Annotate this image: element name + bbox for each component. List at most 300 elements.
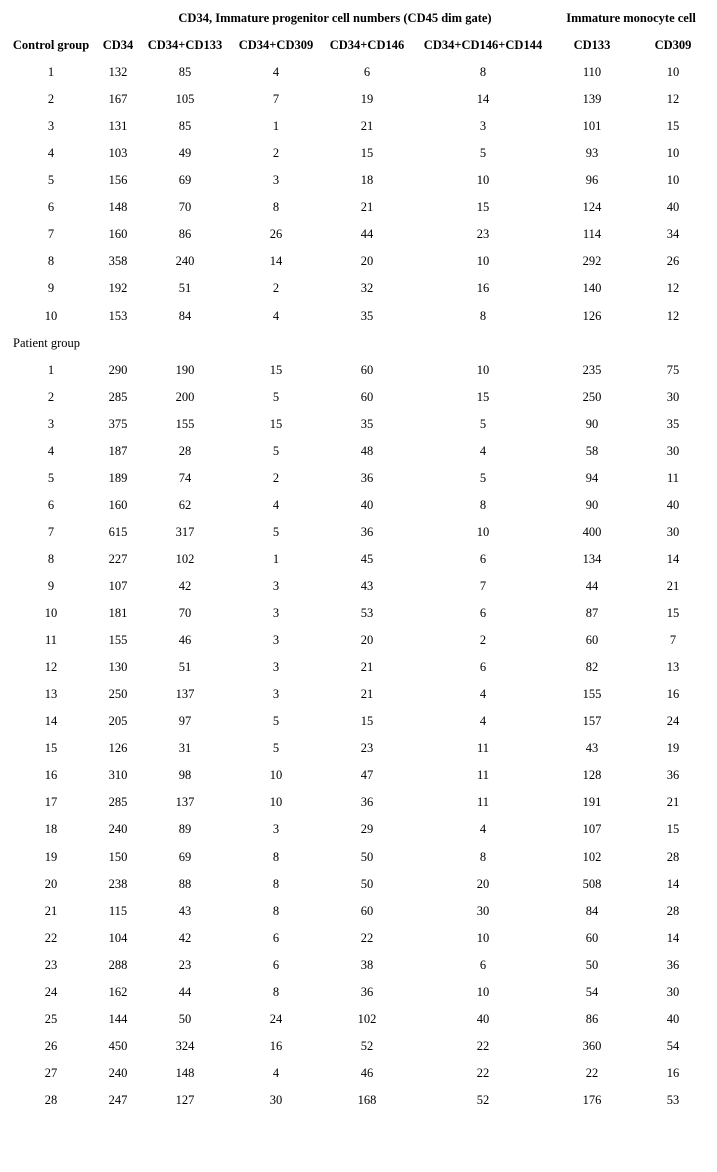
cd34-value: 290 bbox=[108, 362, 128, 377]
cd34-cd146-cd144-value: 6 bbox=[479, 606, 487, 621]
cd34-cd133-value: 317 bbox=[175, 524, 195, 539]
cd34-value: 187 bbox=[108, 443, 128, 458]
row-number: 21 bbox=[44, 903, 58, 918]
row-number: 27 bbox=[44, 1065, 58, 1080]
cd34-cd133-value: 28 bbox=[178, 443, 192, 458]
cd309-value: 28 bbox=[666, 849, 680, 864]
cd133-value: 360 bbox=[582, 1038, 602, 1053]
cd34-cd309-value: 14 bbox=[269, 254, 283, 269]
cd34-value: 450 bbox=[108, 1038, 128, 1053]
cd34-cd309-value: 7 bbox=[272, 92, 280, 107]
cd34-cd133-value: 51 bbox=[178, 660, 192, 675]
cd34-value: 375 bbox=[108, 416, 128, 431]
cd34-value: 107 bbox=[108, 579, 128, 593]
cd133-value: 126 bbox=[582, 308, 602, 323]
table-row bbox=[0, 630, 717, 650]
cd34-value: 310 bbox=[108, 768, 128, 783]
cd34-cd309-value: 30 bbox=[269, 1092, 283, 1107]
cd34-cd146-cd144-value: 16 bbox=[476, 281, 490, 296]
cd309-value: 30 bbox=[666, 524, 680, 539]
row-number: 11 bbox=[44, 633, 58, 648]
cd34-cd146-value: 46 bbox=[360, 1065, 374, 1080]
cd34-cd133-value: 88 bbox=[178, 876, 192, 891]
cd133-value: 82 bbox=[585, 660, 599, 675]
cd34-cd146-value: 47 bbox=[360, 768, 374, 783]
cd34-cd309-value: 16 bbox=[269, 1038, 283, 1053]
cd133-value: 58 bbox=[585, 443, 599, 458]
cd34-value: 205 bbox=[108, 714, 128, 729]
cd133-value: 87 bbox=[585, 606, 599, 621]
cd34-value: 285 bbox=[108, 795, 128, 810]
table-row bbox=[0, 170, 717, 190]
table-row bbox=[0, 387, 717, 407]
cd34-cd133-value: 31 bbox=[178, 741, 192, 756]
cd34-value: 181 bbox=[108, 606, 128, 621]
cd309-value: 13 bbox=[666, 660, 680, 675]
cd34-cd309-value: 2 bbox=[272, 281, 280, 296]
cd34-cd309-value: 8 bbox=[272, 984, 280, 999]
cd34-cd133-value: 200 bbox=[175, 389, 195, 404]
cd34-cd146-value: 48 bbox=[360, 443, 374, 458]
row-number: 10 bbox=[44, 308, 58, 323]
cd34-cd146-value: 40 bbox=[360, 497, 374, 512]
table-row bbox=[0, 928, 717, 948]
table-row bbox=[0, 414, 717, 434]
cd133-value: 155 bbox=[582, 687, 602, 702]
table-row bbox=[0, 792, 717, 812]
cd34-cd309-value: 6 bbox=[272, 930, 280, 945]
table-row bbox=[0, 901, 717, 921]
cd133-value: 101 bbox=[582, 119, 602, 134]
table-row bbox=[0, 819, 717, 839]
cd34-cd133-value: 105 bbox=[175, 92, 195, 107]
row-number: 6 bbox=[47, 497, 55, 512]
cd34-cd133-value: 46 bbox=[178, 633, 192, 648]
cd133-value: 93 bbox=[585, 146, 599, 161]
cd34-cd146-value: 36 bbox=[360, 984, 374, 999]
table-row bbox=[0, 1063, 717, 1083]
row-number: 20 bbox=[44, 876, 58, 891]
table-row bbox=[0, 143, 717, 163]
cd309-value: 12 bbox=[666, 281, 680, 296]
cd34-value: 288 bbox=[108, 957, 128, 972]
cd34-cd146-value: 50 bbox=[360, 876, 374, 891]
cd34-cd146-value: 44 bbox=[360, 227, 374, 242]
cd34-cd146-value: 43 bbox=[360, 579, 374, 593]
cd309-value: 10 bbox=[666, 173, 680, 188]
cd34-value: 144 bbox=[108, 1011, 128, 1026]
row-number: 18 bbox=[44, 822, 58, 837]
section-label-row bbox=[0, 333, 717, 353]
cd309-value: 15 bbox=[666, 822, 680, 837]
cd34-value: 192 bbox=[108, 281, 128, 296]
cd133-value: 84 bbox=[585, 903, 599, 918]
table-row bbox=[0, 738, 717, 758]
cd34-column-header: CD34 bbox=[102, 38, 134, 52]
row-number: 1 bbox=[47, 362, 55, 377]
cd133-column-header: CD133 bbox=[573, 38, 611, 52]
cd34-value: 103 bbox=[108, 146, 128, 161]
cd34-value: 238 bbox=[108, 876, 128, 891]
cd34-value: 155 bbox=[108, 633, 128, 648]
cd309-value: 16 bbox=[666, 1065, 680, 1080]
table-row bbox=[0, 765, 717, 785]
cd133-value: 43 bbox=[585, 741, 599, 756]
cd34-cd309-value: 4 bbox=[272, 308, 280, 323]
table-row bbox=[0, 711, 717, 731]
cd34-value: 160 bbox=[108, 497, 128, 512]
cd34-cd133-value: 51 bbox=[178, 281, 192, 296]
row-number: 28 bbox=[44, 1092, 58, 1107]
cd34-cd309-value: 8 bbox=[272, 849, 280, 864]
cd133-value: 54 bbox=[585, 984, 599, 999]
table-row bbox=[0, 1036, 717, 1056]
table-row bbox=[0, 522, 717, 542]
cd133-value: 176 bbox=[582, 1092, 602, 1107]
cd34-cd146-cd144-value: 4 bbox=[479, 443, 487, 458]
cd34-cd133-value: 70 bbox=[178, 200, 192, 215]
cd34-cd146-cd144-value: 8 bbox=[479, 308, 487, 323]
progenitor-group-heading: CD34, Immature progenitor cell numbers (CD45 dim gate) bbox=[178, 11, 492, 25]
cd34-cd133-value: 43 bbox=[178, 903, 192, 918]
cd133-value: 157 bbox=[582, 714, 602, 729]
cd34-cd133-value: 137 bbox=[175, 687, 195, 702]
cd34-cd133-value: 98 bbox=[178, 768, 192, 783]
cd34-cd146-cd144-value: 22 bbox=[476, 1038, 490, 1053]
row-number: 9 bbox=[47, 281, 55, 296]
row-number: 8 bbox=[47, 254, 55, 269]
cd133-value: 90 bbox=[585, 497, 599, 512]
cd34-cd146-cd144-value: 10 bbox=[476, 173, 490, 188]
cd34-cd309-value: 2 bbox=[272, 470, 280, 485]
cd34-cd146-value: 50 bbox=[360, 849, 374, 864]
cd34-value: 132 bbox=[108, 65, 128, 80]
cd309-value: 40 bbox=[666, 1011, 680, 1026]
cd309-value: 40 bbox=[666, 497, 680, 512]
cd34-cd146-cd144-value: 10 bbox=[476, 984, 490, 999]
cd309-value: 40 bbox=[666, 200, 680, 215]
cd34-cd146-value: 45 bbox=[360, 551, 374, 566]
cd34-cd146-value: 60 bbox=[360, 389, 374, 404]
row-number: 25 bbox=[44, 1011, 58, 1026]
table-row bbox=[0, 116, 717, 136]
cd34-cd146-cd144-value: 4 bbox=[479, 687, 487, 702]
cd34-cd146-value: 20 bbox=[360, 254, 374, 269]
monocyte-group-heading: Immature monocyte cell bbox=[566, 11, 696, 25]
cd133-value: 140 bbox=[582, 281, 602, 296]
cd34-cd146-cd144-value: 10 bbox=[476, 254, 490, 269]
cd34-cd146-cd144-value: 7 bbox=[479, 579, 487, 593]
cd34-cd133-value: 137 bbox=[175, 795, 195, 810]
table-row bbox=[0, 306, 717, 326]
cd34-cd146-value: 168 bbox=[357, 1092, 377, 1107]
cd34-cd146-value: 53 bbox=[360, 606, 374, 621]
table-row bbox=[0, 874, 717, 894]
cd34-cd309-value: 3 bbox=[272, 606, 280, 621]
cd34-cd146-cd144-value: 8 bbox=[479, 497, 487, 512]
cd34-cd146-cd144-value: 8 bbox=[479, 849, 487, 864]
cd34-cd133-value: 148 bbox=[175, 1065, 195, 1080]
cd34-cd146-value: 18 bbox=[360, 173, 374, 188]
cd34-cd146-value: 23 bbox=[360, 741, 374, 756]
cd133-value: 22 bbox=[585, 1065, 599, 1080]
cd34-cd146-value: 22 bbox=[360, 930, 374, 945]
cd34-cd133-value: 86 bbox=[178, 227, 192, 242]
cd133-value: 102 bbox=[582, 849, 602, 864]
table-row bbox=[0, 224, 717, 244]
cd34-cd146-cd144-value: 10 bbox=[476, 930, 490, 945]
cd34-cd146-cd144-value: 6 bbox=[479, 551, 487, 566]
cd133-value: 107 bbox=[582, 822, 602, 837]
row-number: 12 bbox=[44, 660, 58, 675]
row-number: 24 bbox=[44, 984, 58, 999]
cd133-value: 191 bbox=[582, 795, 602, 810]
cd309-value: 21 bbox=[666, 579, 680, 593]
cd34-cd146-value: 20 bbox=[360, 633, 374, 648]
cd309-value: 14 bbox=[666, 930, 680, 945]
cd133-value: 508 bbox=[582, 876, 602, 891]
row-number: 14 bbox=[44, 714, 58, 729]
cd34-cd309-value: 2 bbox=[272, 146, 280, 161]
cd34-cd146-cd144-value: 11 bbox=[476, 795, 490, 810]
cd34-cd146-value: 32 bbox=[360, 281, 374, 296]
row-number: 3 bbox=[47, 416, 55, 431]
row-number: 10 bbox=[44, 606, 58, 621]
table-row bbox=[0, 684, 717, 704]
cd34-cd146-cd144-value: 14 bbox=[476, 92, 490, 107]
row-number: 7 bbox=[47, 524, 55, 539]
cd34-cd146-cd144-value: 6 bbox=[479, 957, 487, 972]
cd34-cd309-value: 3 bbox=[272, 660, 280, 675]
cd309-value: 54 bbox=[666, 1038, 680, 1053]
cd133-value: 139 bbox=[582, 92, 602, 107]
row-number: 5 bbox=[47, 470, 55, 485]
cd34-cd133-value: 102 bbox=[175, 551, 195, 566]
cd34-cd146-cd144-value: 8 bbox=[479, 65, 487, 80]
cd34-cd133-value: 89 bbox=[178, 822, 192, 837]
cd309-value: 10 bbox=[666, 146, 680, 161]
table-row bbox=[0, 197, 717, 217]
cd34-cd309-column-header: CD34+CD309 bbox=[238, 38, 314, 52]
table-row bbox=[0, 982, 717, 1002]
cd34-cd133-value: 42 bbox=[178, 579, 192, 593]
cd34-cd146-value: 35 bbox=[360, 416, 374, 431]
cd34-cd133-value: 70 bbox=[178, 606, 192, 621]
cd34-value: 130 bbox=[108, 660, 128, 675]
cd34-cd133-value: 240 bbox=[175, 254, 195, 269]
table-row bbox=[0, 657, 717, 677]
cd34-value: 153 bbox=[108, 308, 128, 323]
cd34-cd146-cd144-value: 3 bbox=[479, 119, 487, 134]
cd133-value: 60 bbox=[585, 930, 599, 945]
cd133-value: 94 bbox=[585, 470, 599, 485]
cd34-cd146-value: 19 bbox=[360, 92, 374, 107]
cd34-cd146-value: 60 bbox=[360, 362, 374, 377]
column-header-row bbox=[0, 35, 717, 55]
cd133-value: 96 bbox=[585, 173, 599, 188]
cd34-cd133-value: 127 bbox=[175, 1092, 195, 1107]
cd34-cd146-cd144-value: 20 bbox=[476, 876, 490, 891]
cd133-value: 90 bbox=[585, 416, 599, 431]
cd34-cd309-value: 5 bbox=[272, 524, 280, 539]
cd34-value: 150 bbox=[108, 849, 128, 864]
cd34-cd309-value: 8 bbox=[272, 200, 280, 215]
table-row bbox=[0, 1009, 717, 1029]
cd34-value: 227 bbox=[108, 551, 128, 566]
row-number: 23 bbox=[44, 957, 58, 972]
cd133-value: 124 bbox=[582, 200, 602, 215]
cd34-cd133-value: 155 bbox=[175, 416, 195, 431]
table-row bbox=[0, 251, 717, 271]
cd34-cd309-value: 10 bbox=[269, 795, 283, 810]
cd34-cd146-value: 21 bbox=[360, 660, 374, 675]
cd34-cd133-value: 190 bbox=[175, 362, 195, 377]
cd34-cd133-value: 50 bbox=[178, 1011, 192, 1026]
cd34-cd309-value: 6 bbox=[272, 957, 280, 972]
cd34-cd133-value: 23 bbox=[178, 957, 192, 972]
cd309-value: 30 bbox=[666, 389, 680, 404]
cd309-value: 12 bbox=[666, 92, 680, 107]
cd34-cd146-cd144-value: 4 bbox=[479, 714, 487, 729]
cd309-value: 12 bbox=[666, 308, 680, 323]
cd34-cd146-value: 21 bbox=[360, 119, 374, 134]
cd34-value: 240 bbox=[108, 1065, 128, 1080]
cd34-cd146-value: 21 bbox=[360, 200, 374, 215]
row-number: 1 bbox=[47, 65, 55, 80]
cd34-cd146-value: 60 bbox=[360, 903, 374, 918]
row-number: 19 bbox=[44, 849, 58, 864]
cd34-value: 358 bbox=[108, 254, 128, 269]
cd309-value: 21 bbox=[666, 795, 680, 810]
cd34-cd309-value: 1 bbox=[272, 551, 280, 566]
cd133-value: 86 bbox=[585, 1011, 599, 1026]
cd309-value: 30 bbox=[666, 443, 680, 458]
row-number: 4 bbox=[47, 146, 55, 161]
cd34-cd309-value: 8 bbox=[272, 876, 280, 891]
cd34-cd146-cd144-value: 15 bbox=[476, 389, 490, 404]
cd34-cd146-cd144-value: 15 bbox=[476, 200, 490, 215]
cd309-value: 14 bbox=[666, 876, 680, 891]
cd133-value: 60 bbox=[585, 633, 599, 648]
cd34-cd309-value: 5 bbox=[272, 389, 280, 404]
cd309-value: 24 bbox=[666, 714, 680, 729]
row-number: 16 bbox=[44, 768, 58, 783]
cd34-cd146-column-header: CD34+CD146 bbox=[329, 38, 405, 52]
cd34-cd146-cd144-value: 10 bbox=[476, 524, 490, 539]
row-number: 13 bbox=[44, 687, 58, 702]
cd34-value: 250 bbox=[108, 687, 128, 702]
group-column-header: Control group bbox=[12, 38, 90, 52]
cd309-value: 28 bbox=[666, 903, 680, 918]
cd309-value: 30 bbox=[666, 984, 680, 999]
row-number: 17 bbox=[44, 795, 58, 810]
cd34-value: 131 bbox=[108, 119, 128, 134]
cd34-value: 148 bbox=[108, 200, 128, 215]
cd34-cd146-value: 15 bbox=[360, 714, 374, 729]
cd309-value: 15 bbox=[666, 606, 680, 621]
cd34-value: 162 bbox=[108, 984, 128, 999]
cd34-value: 615 bbox=[108, 524, 128, 539]
cd34-cd309-value: 3 bbox=[272, 687, 280, 702]
cd34-value: 126 bbox=[108, 741, 128, 756]
cd34-cd146-cd144-value: 11 bbox=[476, 741, 490, 756]
cd34-cd133-value: 44 bbox=[178, 984, 192, 999]
cd133-value: 114 bbox=[582, 227, 602, 242]
cd133-value: 292 bbox=[582, 254, 602, 269]
cd133-value: 250 bbox=[582, 389, 602, 404]
table-row bbox=[0, 1090, 717, 1110]
cd34-value: 247 bbox=[108, 1092, 128, 1107]
cd34-cd133-value: 84 bbox=[178, 308, 192, 323]
row-number: 15 bbox=[44, 741, 58, 756]
table-row bbox=[0, 576, 717, 596]
cd34-cd309-value: 4 bbox=[272, 65, 280, 80]
cd34-cd133-value: 49 bbox=[178, 146, 192, 161]
cd34-cd146-value: 36 bbox=[360, 470, 374, 485]
cd34-cd309-value: 3 bbox=[272, 633, 280, 648]
cd34-cd146-cd144-value: 52 bbox=[476, 1092, 490, 1107]
cd34-value: 240 bbox=[108, 822, 128, 837]
cd133-value: 50 bbox=[585, 957, 599, 972]
row-number: 2 bbox=[47, 92, 55, 107]
cd34-cd133-value: 69 bbox=[178, 173, 192, 188]
row-number: 2 bbox=[47, 389, 55, 404]
cd34-cd146-cd144-value: 5 bbox=[479, 470, 487, 485]
cd34-cd146-cd144-value: 4 bbox=[479, 822, 487, 837]
cd34-cd146-value: 15 bbox=[360, 146, 374, 161]
cd309-value: 16 bbox=[666, 687, 680, 702]
cd34-cd133-value: 324 bbox=[175, 1038, 195, 1053]
row-number: 7 bbox=[47, 227, 55, 242]
table-row bbox=[0, 603, 717, 623]
cd309-value: 15 bbox=[666, 119, 680, 134]
table-row bbox=[0, 441, 717, 461]
cd34-cd133-value: 69 bbox=[178, 849, 192, 864]
cd34-cd146-cd144-value: 2 bbox=[479, 633, 487, 648]
cd34-value: 115 bbox=[108, 903, 128, 918]
cd34-cd146-value: 38 bbox=[360, 957, 374, 972]
cd34-value: 167 bbox=[108, 92, 128, 107]
cd309-value: 7 bbox=[669, 633, 677, 648]
row-number: 26 bbox=[44, 1038, 58, 1053]
cd34-cd133-value: 74 bbox=[178, 470, 192, 485]
cd34-value: 104 bbox=[108, 930, 128, 945]
cd34-cd146-cd144-value: 23 bbox=[476, 227, 490, 242]
cd34-cd146-value: 21 bbox=[360, 687, 374, 702]
row-number: 8 bbox=[47, 551, 55, 566]
cd34-cd146-value: 36 bbox=[360, 795, 374, 810]
cd34-cd146-cd144-value: 6 bbox=[479, 660, 487, 675]
cd133-value: 400 bbox=[582, 524, 602, 539]
cd133-value: 44 bbox=[585, 579, 599, 593]
cd34-cd146-cd144-value: 5 bbox=[479, 146, 487, 161]
cd34-cd146-value: 29 bbox=[360, 822, 374, 837]
cd34-cd133-value: 85 bbox=[178, 119, 192, 134]
row-number: 6 bbox=[47, 200, 55, 215]
cd34-cd309-value: 3 bbox=[272, 173, 280, 188]
cd309-value: 75 bbox=[666, 362, 680, 377]
cd309-value: 53 bbox=[666, 1092, 680, 1107]
cd34-cd133-value: 42 bbox=[178, 930, 192, 945]
cd133-value: 134 bbox=[582, 551, 602, 566]
cd34-cd146-cd144-value: 30 bbox=[476, 903, 490, 918]
cd34-cd309-value: 3 bbox=[272, 822, 280, 837]
table-row bbox=[0, 495, 717, 515]
cd34-cd146-cd144-value: 40 bbox=[476, 1011, 490, 1026]
cd34-cd146-cd144-column-header: CD34+CD146+CD144 bbox=[423, 38, 543, 52]
cd34-cd309-value: 4 bbox=[272, 497, 280, 512]
cd34-cd133-column-header: CD34+CD133 bbox=[147, 38, 223, 52]
